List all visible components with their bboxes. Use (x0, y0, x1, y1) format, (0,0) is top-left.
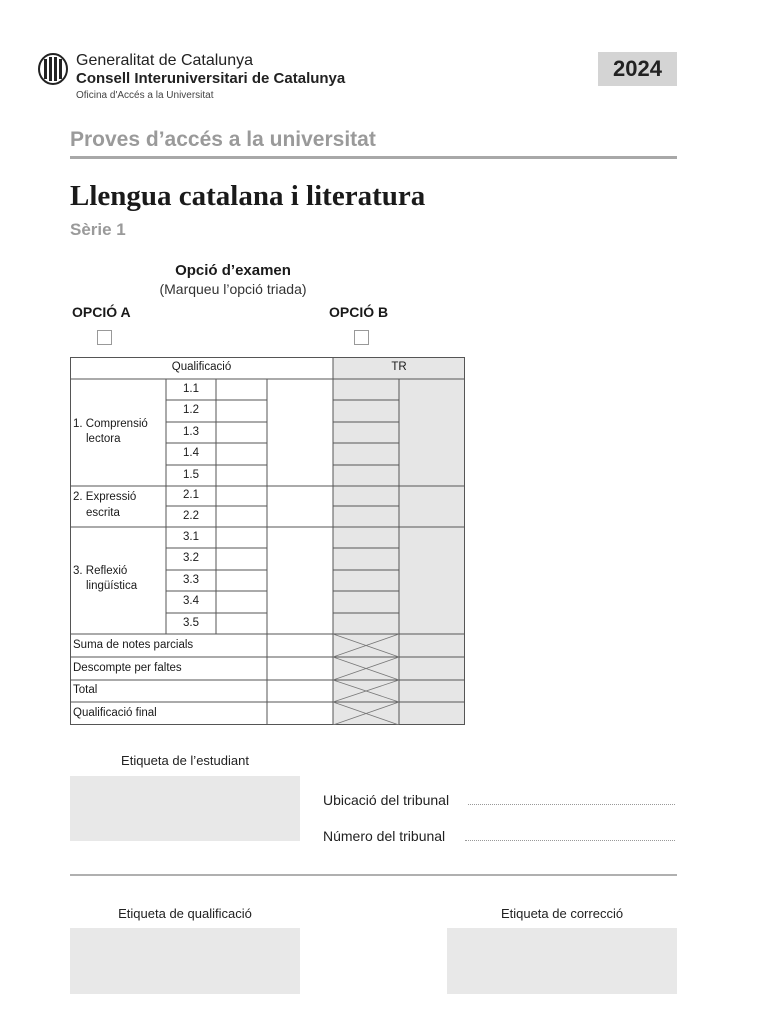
heading-divider (70, 156, 677, 159)
tribunal-location-label: Ubicació del tribunal (323, 792, 450, 808)
item-number: 3.5 (183, 617, 199, 629)
correction-label-box (447, 928, 677, 994)
item-number: 2.2 (183, 510, 199, 522)
org-name-line3: Oficina d'Accés a la Universitat (76, 90, 214, 101)
item-number: 1.1 (183, 383, 199, 395)
item-number: 3.3 (183, 574, 199, 586)
year-badge: 2024 (598, 52, 677, 86)
grading-table (70, 357, 465, 725)
item-number: 1.5 (183, 469, 199, 481)
student-label-caption: Etiqueta de l’estudiant (121, 753, 249, 768)
section-divider (70, 874, 677, 876)
grade-label-caption: Etiqueta de qualificació (118, 906, 252, 921)
item-number: 3.4 (183, 595, 199, 607)
org-name-line1: Generalitat de Catalunya (76, 52, 253, 69)
correction-label-caption: Etiqueta de correcció (500, 906, 624, 921)
grade-label-box (70, 928, 300, 994)
exam-heading: Proves d’accés a la universitat (70, 128, 376, 151)
option-b-label: OPCIÓ B (329, 304, 389, 320)
org-name-line2: Consell Interuniversitari de Catalunya (76, 70, 346, 87)
summary-row-label: Descompte per faltes (73, 662, 182, 674)
item-number: 1.2 (183, 404, 199, 416)
item-number: 1.4 (183, 447, 199, 459)
group-label: 1. Comprensió (73, 418, 148, 430)
option-a-label: OPCIÓ A (72, 304, 131, 320)
tribunal-location-field[interactable] (468, 804, 675, 805)
item-number: 2.1 (183, 489, 199, 501)
tribunal-number-field[interactable] (465, 840, 675, 841)
summary-row-label: Total (73, 684, 98, 696)
header-tr: TR (391, 361, 407, 373)
tribunal-number-label: Número del tribunal (323, 828, 446, 844)
group-label: escrita (86, 507, 120, 519)
group-label: lectora (86, 433, 121, 445)
group-label: lingüística (86, 580, 138, 592)
item-number: 3.1 (183, 531, 199, 543)
subject-title: Llengua catalana i literatura (70, 180, 426, 212)
header-qualificacio: Qualificació (171, 361, 232, 373)
summary-row-label: Suma de notes parcials (73, 639, 194, 651)
option-title: Opció d’examen (175, 262, 291, 279)
option-a-checkbox[interactable] (97, 330, 112, 345)
series-label: Sèrie 1 (70, 220, 126, 239)
group-label: 2. Expressió (73, 491, 137, 503)
summary-row-label: Qualificació final (73, 707, 157, 719)
student-label-box (70, 776, 300, 841)
item-number: 1.3 (183, 426, 199, 438)
item-number: 3.2 (183, 552, 199, 564)
group-label: 3. Reflexió (73, 565, 128, 577)
option-subtitle: (Marqueu l’opció triada) (159, 281, 307, 297)
generalitat-logo-icon (38, 53, 68, 85)
option-b-checkbox[interactable] (354, 330, 369, 345)
